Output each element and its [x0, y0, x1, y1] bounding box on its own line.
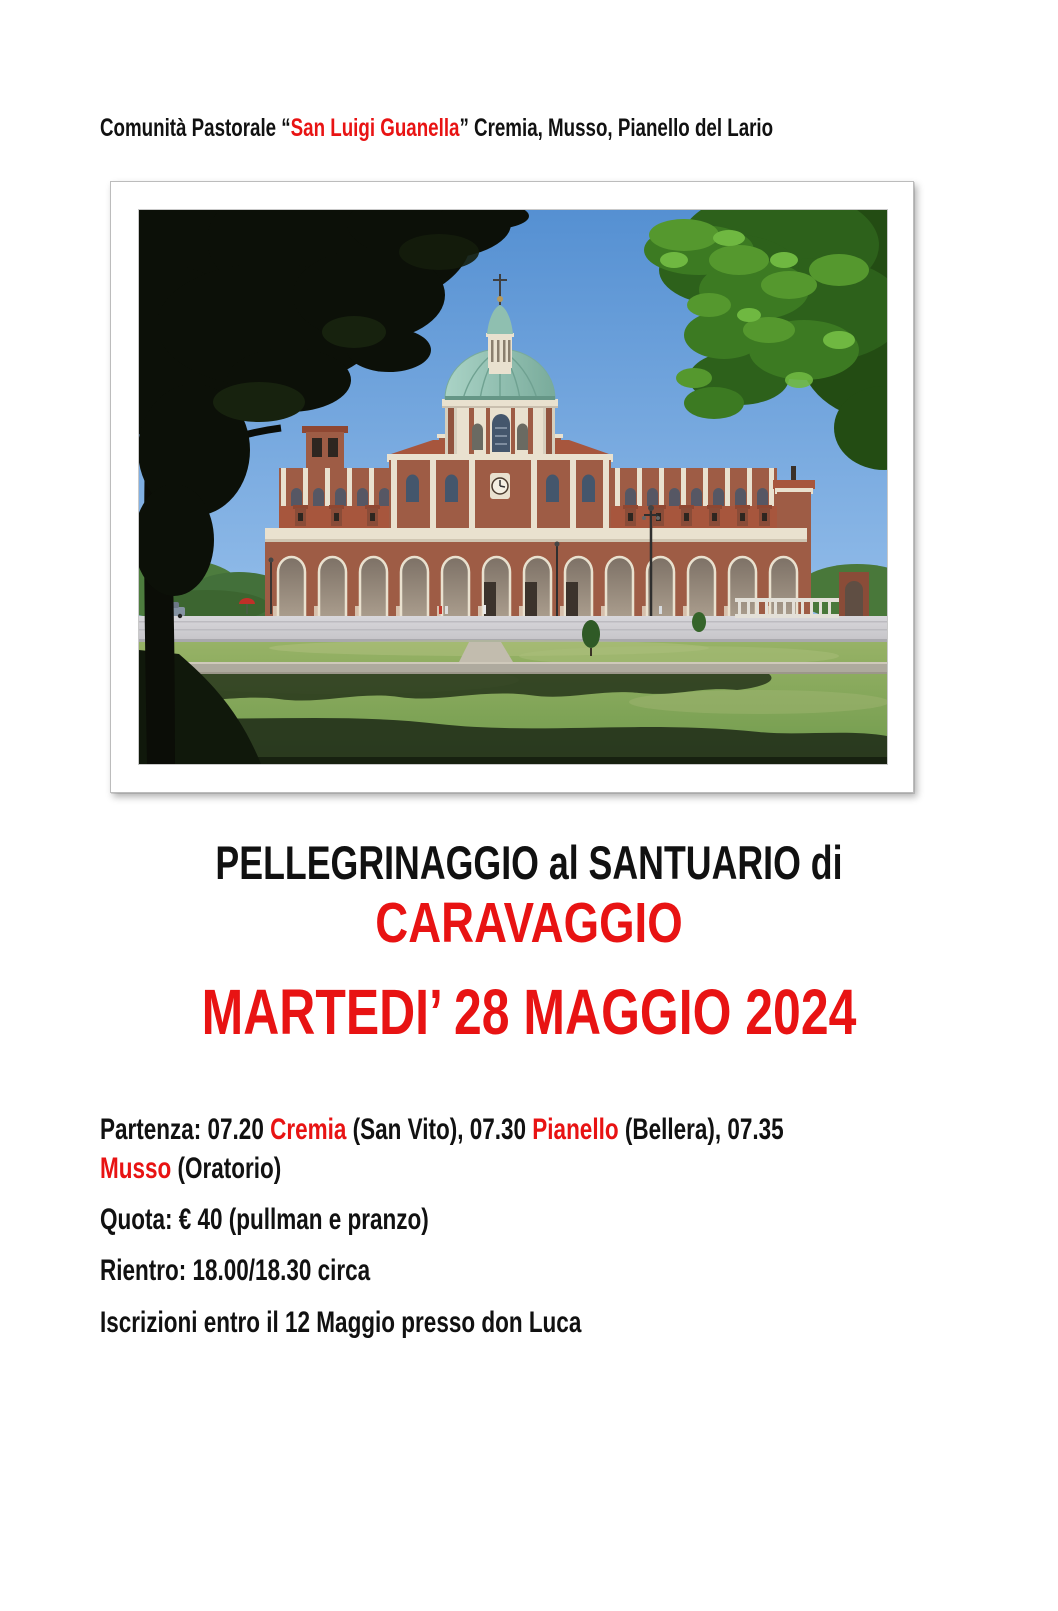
belfry: [302, 426, 348, 468]
pavement: [139, 616, 887, 642]
title-pellegrinaggio: PELLEGRINAGGIO al SANTUARIO di: [215, 836, 843, 889]
title-caravaggio: CARAVAGGIO: [375, 890, 683, 955]
title-block: [0, 837, 1058, 1049]
rientro-line: Rientro: 18.00/18.30 circa: [100, 1254, 371, 1288]
details-block: [100, 1111, 1058, 1341]
header-community-line: Comunità Pastorale “San Luigi Guanella” Cremia, Musso, Pianello del Lario: [100, 114, 774, 142]
dome-drum: [442, 399, 558, 460]
title-date: MARTEDI’ 28 MAGGIO 2024: [201, 976, 857, 1049]
quota-line: Quota: € 40 (pullman e pranzo): [100, 1203, 429, 1237]
partenza-line-1: Partenza: 07.20 Cremia (San Vito), 07.30 Pianello (Bellera), 07.35: [100, 1113, 784, 1147]
partenza-line-2: Musso (Oratorio): [100, 1152, 282, 1186]
sanctuary-photo: [138, 209, 888, 765]
arcade: [265, 528, 807, 616]
iscrizioni-line: Iscrizioni entro il 12 Maggio presso don Luca: [100, 1305, 582, 1339]
photo-frame: [110, 181, 914, 793]
flyer-page: [0, 114, 1058, 1342]
